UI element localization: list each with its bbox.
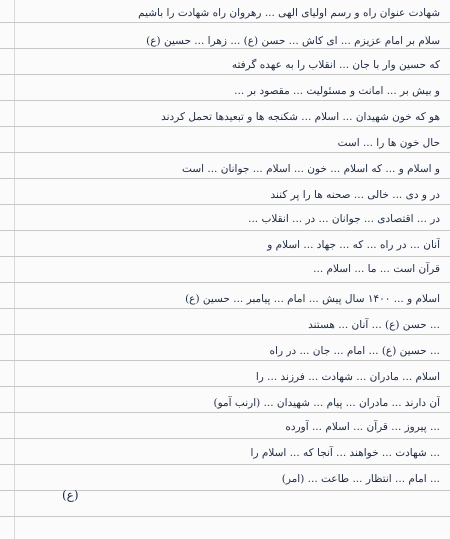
ruled-line <box>0 74 450 75</box>
ruled-line <box>0 178 450 179</box>
letter-line-1: شهادت عنوان راه و رسم اولیای الهی ... رهروان راه شهادت را باشیم <box>138 7 440 19</box>
ruled-line <box>0 516 450 517</box>
letter-line-2: سلام بر امام عزیزم ... ای کاش ... حسن (ع) ... زهرا ... حسین (ع) <box>146 35 440 47</box>
letter-line-6: حال خون ها را ... است <box>337 137 440 149</box>
ruled-line <box>0 256 450 257</box>
ruled-line <box>0 412 450 413</box>
ruled-line <box>0 386 450 387</box>
ruled-line <box>0 438 450 439</box>
letter-line-14: ... حسین (ع) ... امام ... جان ... در راه <box>269 345 440 357</box>
letter-line-11: قرآن است ... ما ... اسلام ... <box>313 263 440 275</box>
letter-line-9: در ... اقتصادی ... جوانان ... در ... انقلاب ... <box>248 213 440 225</box>
letter-line-13: ... حسن (ع) ... آنان ... هستند <box>308 319 440 331</box>
letter-line-3: که حسین وار با جان ... انقلاب را به عهده گرفته <box>231 59 440 71</box>
letter-line-8: در و دی ... خالی ... صحنه ها را پر کنند <box>270 189 440 201</box>
letter-line-4: و بیش بر ... امانت و مسئولیت ... مقصود بر ... <box>234 85 440 97</box>
signature-mark: (ع) <box>62 488 79 502</box>
letter-line-17: ... پیروز ... قرآن ... اسلام ... آورده <box>285 421 440 433</box>
letter-line-12: اسلام و ... ۱۴۰۰ سال پیش ... امام ... پیامبر ... حسین (ع) <box>185 293 440 305</box>
ruled-line <box>0 126 450 127</box>
ruled-line <box>0 230 450 231</box>
letter-line-18: ... شهادت ... خواهند ... آنجا که ... اسلام را <box>250 447 440 459</box>
ruled-line <box>0 22 450 23</box>
letter-line-15: اسلام ... مادران ... شهادت ... فرزند ... را <box>255 371 440 383</box>
ruled-line <box>0 464 450 465</box>
letter-line-7: و اسلام و ... که اسلام ... خون ... اسلام ... جوانان ... است <box>182 163 440 175</box>
ruled-line <box>0 282 450 283</box>
letter-line-5: هو که خون شهیدان ... اسلام ... شکنجه ها و تبعیدها تحمل کردند <box>161 111 440 123</box>
ruled-line <box>0 48 450 49</box>
letter-line-19: ... امام ... انتظار ... طاعت ... (امر) <box>281 473 440 485</box>
ruled-line <box>0 152 450 153</box>
ruled-line <box>0 308 450 309</box>
letter-line-10: آنان ... در راه ... که ... جهاد ... اسلام و <box>267 239 440 251</box>
ruled-line <box>0 100 450 101</box>
letter-line-16: آن دارند ... مادران ... پیام ... شهیدان ... (ارنب آمو) <box>213 397 440 409</box>
ruled-line <box>0 334 450 335</box>
ruled-line <box>0 204 450 205</box>
ruled-line <box>0 360 450 361</box>
